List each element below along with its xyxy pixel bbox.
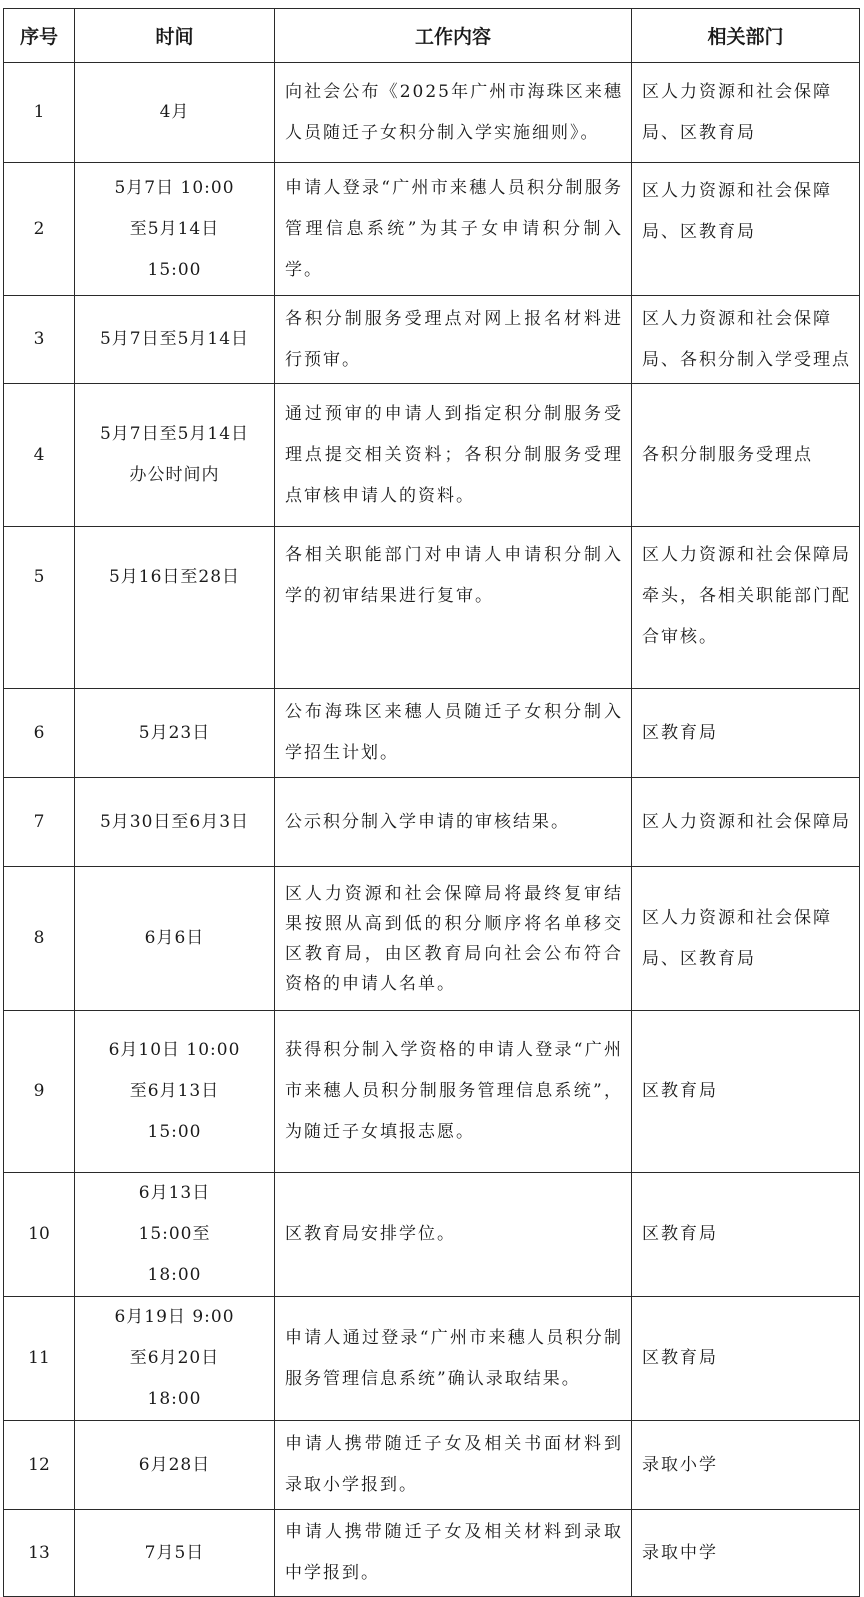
row-time: 5月7日至5月14日 [75, 296, 275, 384]
row-no: 11 [4, 1297, 75, 1421]
row-content: 申请人登录“广州市来穗人员积分制服务管理信息系统”为其子女申请积分制入学。 [275, 163, 632, 296]
row-dept: 区人力资源和社会保障局、各积分制入学受理点 [632, 296, 860, 384]
row-no: 7 [4, 778, 75, 867]
header-content: 工作内容 [275, 9, 632, 63]
table-row [4, 689, 860, 778]
row-dept: 区人力资源和社会保障局 [632, 778, 860, 867]
row-no: 12 [4, 1421, 75, 1510]
row-time: 6月10日 10:00 至6月13日 15:00 [75, 1011, 275, 1173]
row-time: 5月7日 10:00 至5月14日 15:00 [75, 163, 275, 296]
table-row [4, 1510, 860, 1597]
row-content: 区教育局安排学位。 [275, 1173, 632, 1297]
row-content: 向社会公布《2025年广州市海珠区来穗人员随迁子女积分制入学实施细则》。 [275, 63, 632, 163]
row-time: 4月 [75, 63, 275, 163]
table-row [4, 1421, 860, 1510]
row-dept: 区人力资源和社会保障局牵头，各相关职能部门配合审核。 [632, 527, 860, 689]
header-time: 时间 [75, 9, 275, 63]
row-time: 6月19日 9:00 至6月20日 18:00 [75, 1297, 275, 1421]
row-dept: 录取小学 [632, 1421, 860, 1510]
row-content: 公示积分制入学申请的审核结果。 [275, 778, 632, 867]
row-content: 区人力资源和社会保障局将最终复审结果按照从高到低的积分顺序将名单移交区教育局，由区教育局向社会公布符合资格的申请人名单。 [275, 867, 632, 1011]
row-no: 5 [4, 527, 75, 689]
row-no: 8 [4, 867, 75, 1011]
row-no: 2 [4, 163, 75, 296]
table-row [4, 296, 860, 384]
row-time: 6月28日 [75, 1421, 275, 1510]
header-row [4, 9, 860, 63]
table-row [4, 867, 860, 1011]
row-no: 1 [4, 63, 75, 163]
row-no: 4 [4, 384, 75, 527]
schedule-table [3, 8, 860, 1597]
row-content: 通过预审的申请人到指定积分制服务受理点提交相关资料；各积分制服务受理点审核申请人的资料。 [275, 384, 632, 527]
table-row [4, 163, 860, 296]
row-no: 13 [4, 1510, 75, 1597]
row-dept: 区人力资源和社会保障局、区教育局 [632, 63, 860, 163]
row-dept: 区人力资源和社会保障局、区教育局 [632, 867, 860, 1011]
row-content: 申请人携带随迁子女及相关材料到录取中学报到。 [275, 1510, 632, 1597]
row-content: 申请人携带随迁子女及相关书面材料到录取小学报到。 [275, 1421, 632, 1510]
row-dept: 区人力资源和社会保障局、区教育局 [632, 163, 860, 296]
table-row [4, 778, 860, 867]
row-no: 9 [4, 1011, 75, 1173]
row-no: 6 [4, 689, 75, 778]
row-time: 6月6日 [75, 867, 275, 1011]
table-row [4, 384, 860, 527]
row-time: 5月23日 [75, 689, 275, 778]
table-row [4, 1011, 860, 1173]
row-dept: 录取中学 [632, 1510, 860, 1597]
header-dept: 相关部门 [632, 9, 860, 63]
row-time: 5月30日至6月3日 [75, 778, 275, 867]
row-no: 10 [4, 1173, 75, 1297]
header-no: 序号 [4, 9, 75, 63]
row-dept: 区教育局 [632, 1011, 860, 1173]
row-time: 5月7日至5月14日 办公时间内 [75, 384, 275, 527]
table-row [4, 1173, 860, 1297]
row-dept: 各积分制服务受理点 [632, 384, 860, 527]
table-row [4, 63, 860, 163]
row-content: 各相关职能部门对申请人申请积分制入学的初审结果进行复审。 [275, 527, 632, 689]
row-content: 申请人通过登录“广州市来穗人员积分制服务管理信息系统”确认录取结果。 [275, 1297, 632, 1421]
row-content: 公布海珠区来穗人员随迁子女积分制入学招生计划。 [275, 689, 632, 778]
row-content: 获得积分制入学资格的申请人登录“广州市来穗人员积分制服务管理信息系统”，为随迁子女填报志愿。 [275, 1011, 632, 1173]
row-time: 5月16日至28日 [75, 527, 275, 689]
table-row [4, 527, 860, 689]
table-row [4, 1297, 860, 1421]
row-dept: 区教育局 [632, 689, 860, 778]
row-dept: 区教育局 [632, 1297, 860, 1421]
row-no: 3 [4, 296, 75, 384]
row-time: 7月5日 [75, 1510, 275, 1597]
row-time: 6月13日 15:00至18:00 [75, 1173, 275, 1297]
row-content: 各积分制服务受理点对网上报名材料进行预审。 [275, 296, 632, 384]
row-dept: 区教育局 [632, 1173, 860, 1297]
